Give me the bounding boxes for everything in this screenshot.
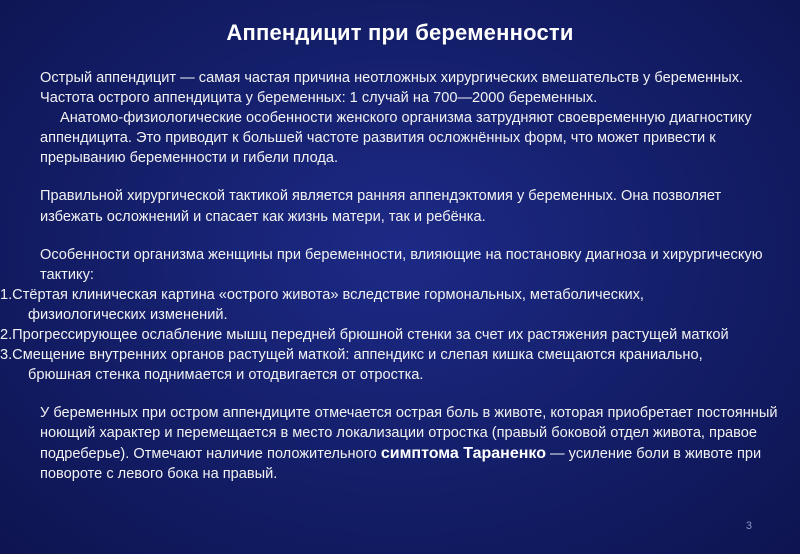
taranenko-symptom-term: симптома Тараненко	[380, 444, 546, 462]
paragraph-taranenko-text: У беременных при остром аппендиците отмечается острая боль в животе, которая приобретает постоянный ноющий характер и перемещается в место локализации отростка (правый боковой отдел живота, правое подреберье). Отмечают наличие положительного	[40, 405, 778, 462]
spacer	[40, 168, 780, 186]
features-list	[0, 285, 740, 385]
page-number: 3	[745, 520, 752, 532]
list-item	[0, 325, 740, 345]
list-item-text: Прогрессирующее ослабление мышц передней брюшной стенки за счет их растяжения растущей маткой	[12, 327, 729, 344]
paragraph-features-intro: Особенности организма женщины при беременности, влияющие на постановку диагноза и хирургическую тактику:	[40, 246, 763, 283]
list-item-text: Смещение внутренних органов растущей маткой: аппендикс и слепая кишка смещаются краниально, брюшная стенка поднимается и отодвигается от отростка.	[12, 347, 703, 384]
slide-content	[0, 68, 780, 484]
list-item-text: Стёртая клиническая картина «острого живота» вследствие гормональных, метаболических, физиологических изменений.	[12, 286, 644, 323]
spacer	[40, 227, 780, 245]
list-item	[0, 345, 740, 385]
paragraph-diagnostics: Анатомо-физиологические особенности женского организма затрудняют своевременную диагностику аппендицита. Это приводит к большей частоте развития осложнённых форм, что может привести к прерыванию беременности и гибели плода.	[40, 110, 752, 167]
spacer	[40, 385, 780, 403]
paragraph-taranenko-tail: — усиление боли в животе при повороте с левого бока на правый.	[40, 445, 762, 482]
list-item	[0, 285, 740, 325]
slide-title: Аппендицит при беременности	[226, 20, 574, 45]
list-item-number: 3.	[0, 347, 13, 364]
paragraph-taranenko	[40, 403, 780, 483]
list-item-number: 1.	[0, 286, 13, 303]
list-item-number: 2.	[0, 327, 13, 344]
paragraph-frequency: Острый аппендицит — самая частая причина неотложных хирургических вмешательств у беременных. Частота острого аппендицита у беременных: 1 случай на 700—2000 беременных.	[40, 70, 744, 107]
paragraph-tactics: Правильной хирургической тактикой является ранняя аппендэктомия у беременных. Она позволяет избежать осложнений и спасает как жизнь матери, так и ребёнка.	[40, 188, 722, 225]
